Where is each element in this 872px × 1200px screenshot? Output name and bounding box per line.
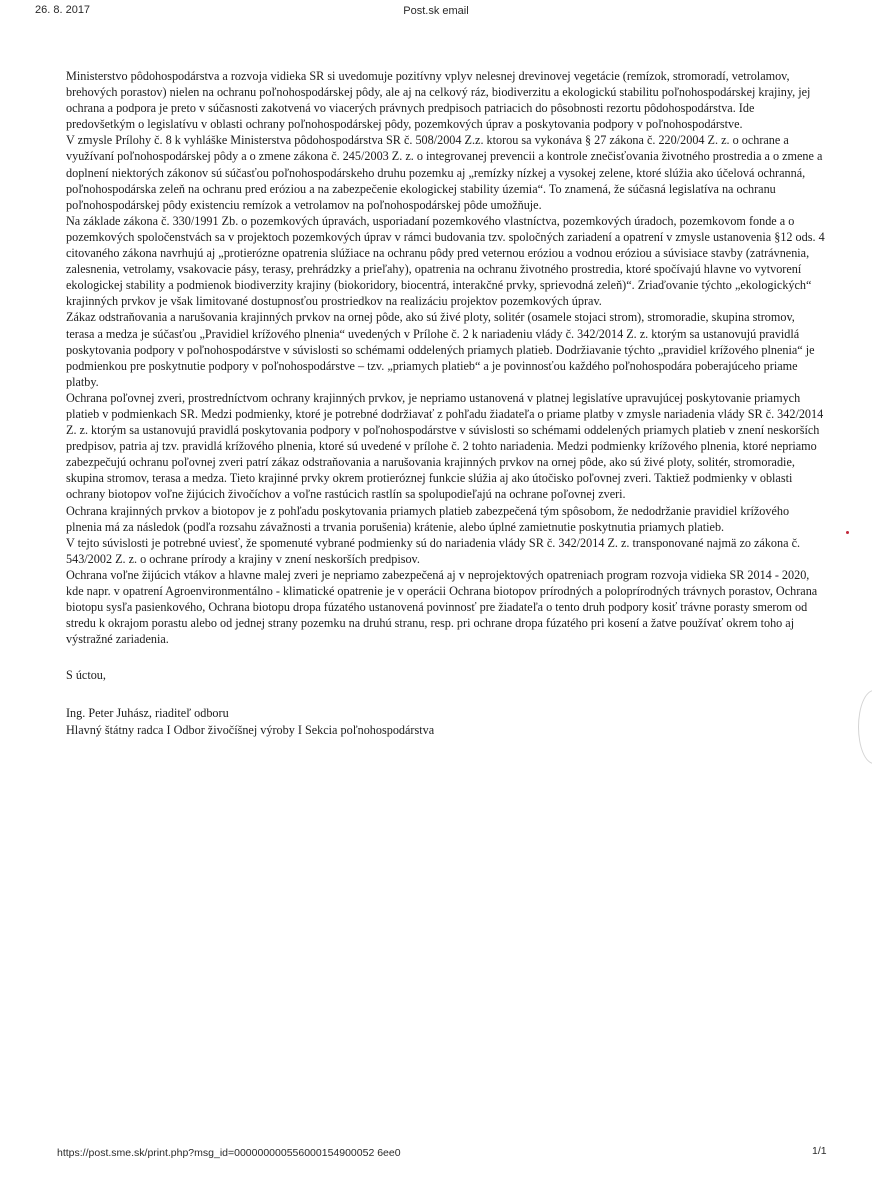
paragraph: Zákaz odstraňovania a narušovania krajinných prvkov na ornej pôde, ako sú živé ploty, solitér (osamele stojaci strom), stromoradie, skupina stromov, terasa a medza je súčasťou „Pravidiel krížového plnenia“ uvedených v Prílohe č. 2 k nariadeniu vlády č. 342/2014 Z. z. ktorým sa ustanovujú pravidlá poskytovania podpory v poľnohospodárstve v súvislosti so schémami oddelených priamych platieb. Dodržiavanie týchto „pravidiel krížového plnenia“ je podmienkou pre poskytnutie podpory v poľnohospodárstve – tzv. „priamych platieb“ a je povinnosťou každého poľnohospodára poberajúceho priame platby. xyxy=(66,310,815,389)
paragraph: Ochrana krajinných prvkov a biotopov je z pohľadu poskytovania priamych platieb zabezpečená tým spôsobom, že nedodržanie pravidiel krížového plnenia má za následok (podľa rozsahu závažnosti a trvania porušenia) krátenie, alebo úplné zamietnutie poskytnutia priamych platieb. xyxy=(66,503,790,534)
signature-name: Ing. Peter Juhász, riaditeľ odboru xyxy=(66,706,229,721)
paragraph: Ochrana voľne žijúcich vtákov a hlavne malej zveri je nepriamo zabezpečená aj v neprojektových opatreniach program rozvoja vidieka SR 2014 - 2020, kde napr. v opatrení Agroenvironmentálno - klimatické opatrenie je v operácii Ochrana biotopov prírodných a poloprírodných trávnych porastov, Ochrana biotopu sysľa pasienkového, Ochrana biotopu dropa fúzatého ustanovená povinnosť pre žiadateľa o tento druh podpory kosiť trávne porasty smerom od stredu k okrajom porastu alebo od jednej strany pozemku na druhú stranu, resp. pri ochrane dropa fúzatého pri kosení a žatve používať okrem toho aj výstražné zariadenia. xyxy=(66,567,818,647)
scan-mark xyxy=(846,531,849,534)
paragraph: V tejto súvislosti je potrebné uviesť, že spomenuté vybrané podmienky sú do nariadenia vlády SR č. 342/2014 Z. z. transponované najmä zo zákona č. 543/2002 Z. z. o ochrane prírody a krajiny v znení neskorších predpisov. xyxy=(66,535,801,566)
print-date: 26. 8. 2017 xyxy=(35,4,91,16)
closing-greeting: S úctou, xyxy=(66,668,106,683)
signature-title: Hlavný štátny radca I Odbor živočíšnej výroby I Sekcia poľnohospodárstva xyxy=(66,722,435,737)
paragraph: Ochrana poľovnej zveri, prostredníctvom ochrany krajinných prvkov, je nepriamo ustanovená v platnej legislatíve upravujúcej poskytovanie priamych platieb v podmienkach SR. Medzi podmienky, ktoré je potrebné dodržiavať z pohľadu žiadateľa o priame platby v zmysle nariadenia vlády SR č. 342/2014 Z. z. ktorým sa ustanovujú pravidlá poskytovania podpory v poľnohospodárstve v súvislosti so schémami oddelených priamych platieb v znení neskorších predpisov, patria aj tzv. pravidlá krížového plnenia, ktoré sú uvedené v prílohe č. 2 tohto nariadenia. Medzi podmienky krížového plnenia, ktoré nepriamo zabezpečujú ochranu poľovnej zveri patrí zákaz odstraňovania a narušovania krajinných prvkov na ornej pôde, ako sú živé ploty, solitér, stromoradie, skupina stromov, terasa a medza. Tieto krajinné prvky okrem protieróznej funkcie slúžia aj ako útočisko poľovnej zveri. Taktiež podmienky v oblasti ochrany biotopov voľne žijúcich živočíchov a voľne rastúcich rastlín sa spolupodieľajú na ochrane poľovnej zveri. xyxy=(66,390,824,502)
page-number: 1/1 xyxy=(812,1145,827,1157)
scan-edge-mark xyxy=(858,690,872,764)
paragraph: V zmysle Prílohy č. 8 k vyhláške Ministerstva pôdohospodárstva SR č. 508/2004 Z.z. ktorou sa vykonáva § 27 zákona č. 220/2004 Z. z. o ochrane a využívaní poľnohospodárskej pôdy a o zmene zákona č. 245/2003 Z. z. o integrovanej prevencii a kontrole znečisťovania životného prostredia a o zmene a doplnení niektorých zákonov sú súčasťou poľnohospodárskeho druhu pozemku aj „remízky nízkej a vysokej zelene, ktoré slúžia ako účelová ochranná, poľnohospodárska zeleň na ochranu pred eróziou a na zabezpečenie ekologickej stability územia“. To znamená, že súčasná legislatíva na ochranu poľnohospodárskej pôdy existenciu remízok a vetrolamov na poľnohospodárskej pôde umožňuje. xyxy=(66,133,823,212)
paragraph: Na základe zákona č. 330/1991 Zb. o pozemkových úpravách, usporiadaní pozemkového vlastníctva, pozemkových úradoch, pozemkovom fonde a o pozemkových spoločenstvách sa v projektoch pozemkových úprav v rámci budovania tzv. spoločných zariadení a opatrení v zmysle ustanovenia §12 ods. 4 citovaného zákona navrhujú aj „protierózne opatrenia slúžiace na ochranu pôdy pred veternou eróziou a vodnou eróziou a súvisiace stavby (zatrávnenia, zalesnenia, vetrolamy, vsakovacie pásy, terasy, prehrádzky a prieľahy), opatrenia na ochranu životného prostredia, ktoré spočívajú hlavne vo vytvorení ekologickej stability a podmienok biodiverzity krajiny (biokoridory, biocentrá, interakčné prvky, sprievodná zeleň)“. Zriaďovanie týchto „ekologických“ krajinných prvkov je však limitované dostupnosťou prostriedkov na realizáciu projektov pozemkových úprav. xyxy=(66,213,825,309)
print-header-title: Post.sk email xyxy=(403,5,469,17)
print-url: https://post.sme.sk/print.php?msg_id=000000000556000154900052 6ee0 xyxy=(57,1147,401,1159)
letter-body xyxy=(66,68,826,738)
paragraph: Ministerstvo pôdohospodárstva a rozvoja vidieka SR si uvedomuje pozitívny vplyv nelesnej drevinovej vegetácie (remízok, stromoradí, vetrolamov, brehových porastov) nielen na ochranu poľnohospodárskej pôdy, ale aj na celkový ráz, biodiverzitu a ekologickú stabilitu poľnohospodárskej krajiny, jej ochrana a podpora je preto v súčasnosti zakotvená vo viacerých právnych predpisoch patriacich do pôsobnosti rezortu pôdohospodárstva. Ide predovšetkým o legislatívu v oblasti ochrany poľnohospodárskej pôdy, pozemkových úprav a poskytovania podpory v poľnohospodárstve. xyxy=(66,69,811,132)
